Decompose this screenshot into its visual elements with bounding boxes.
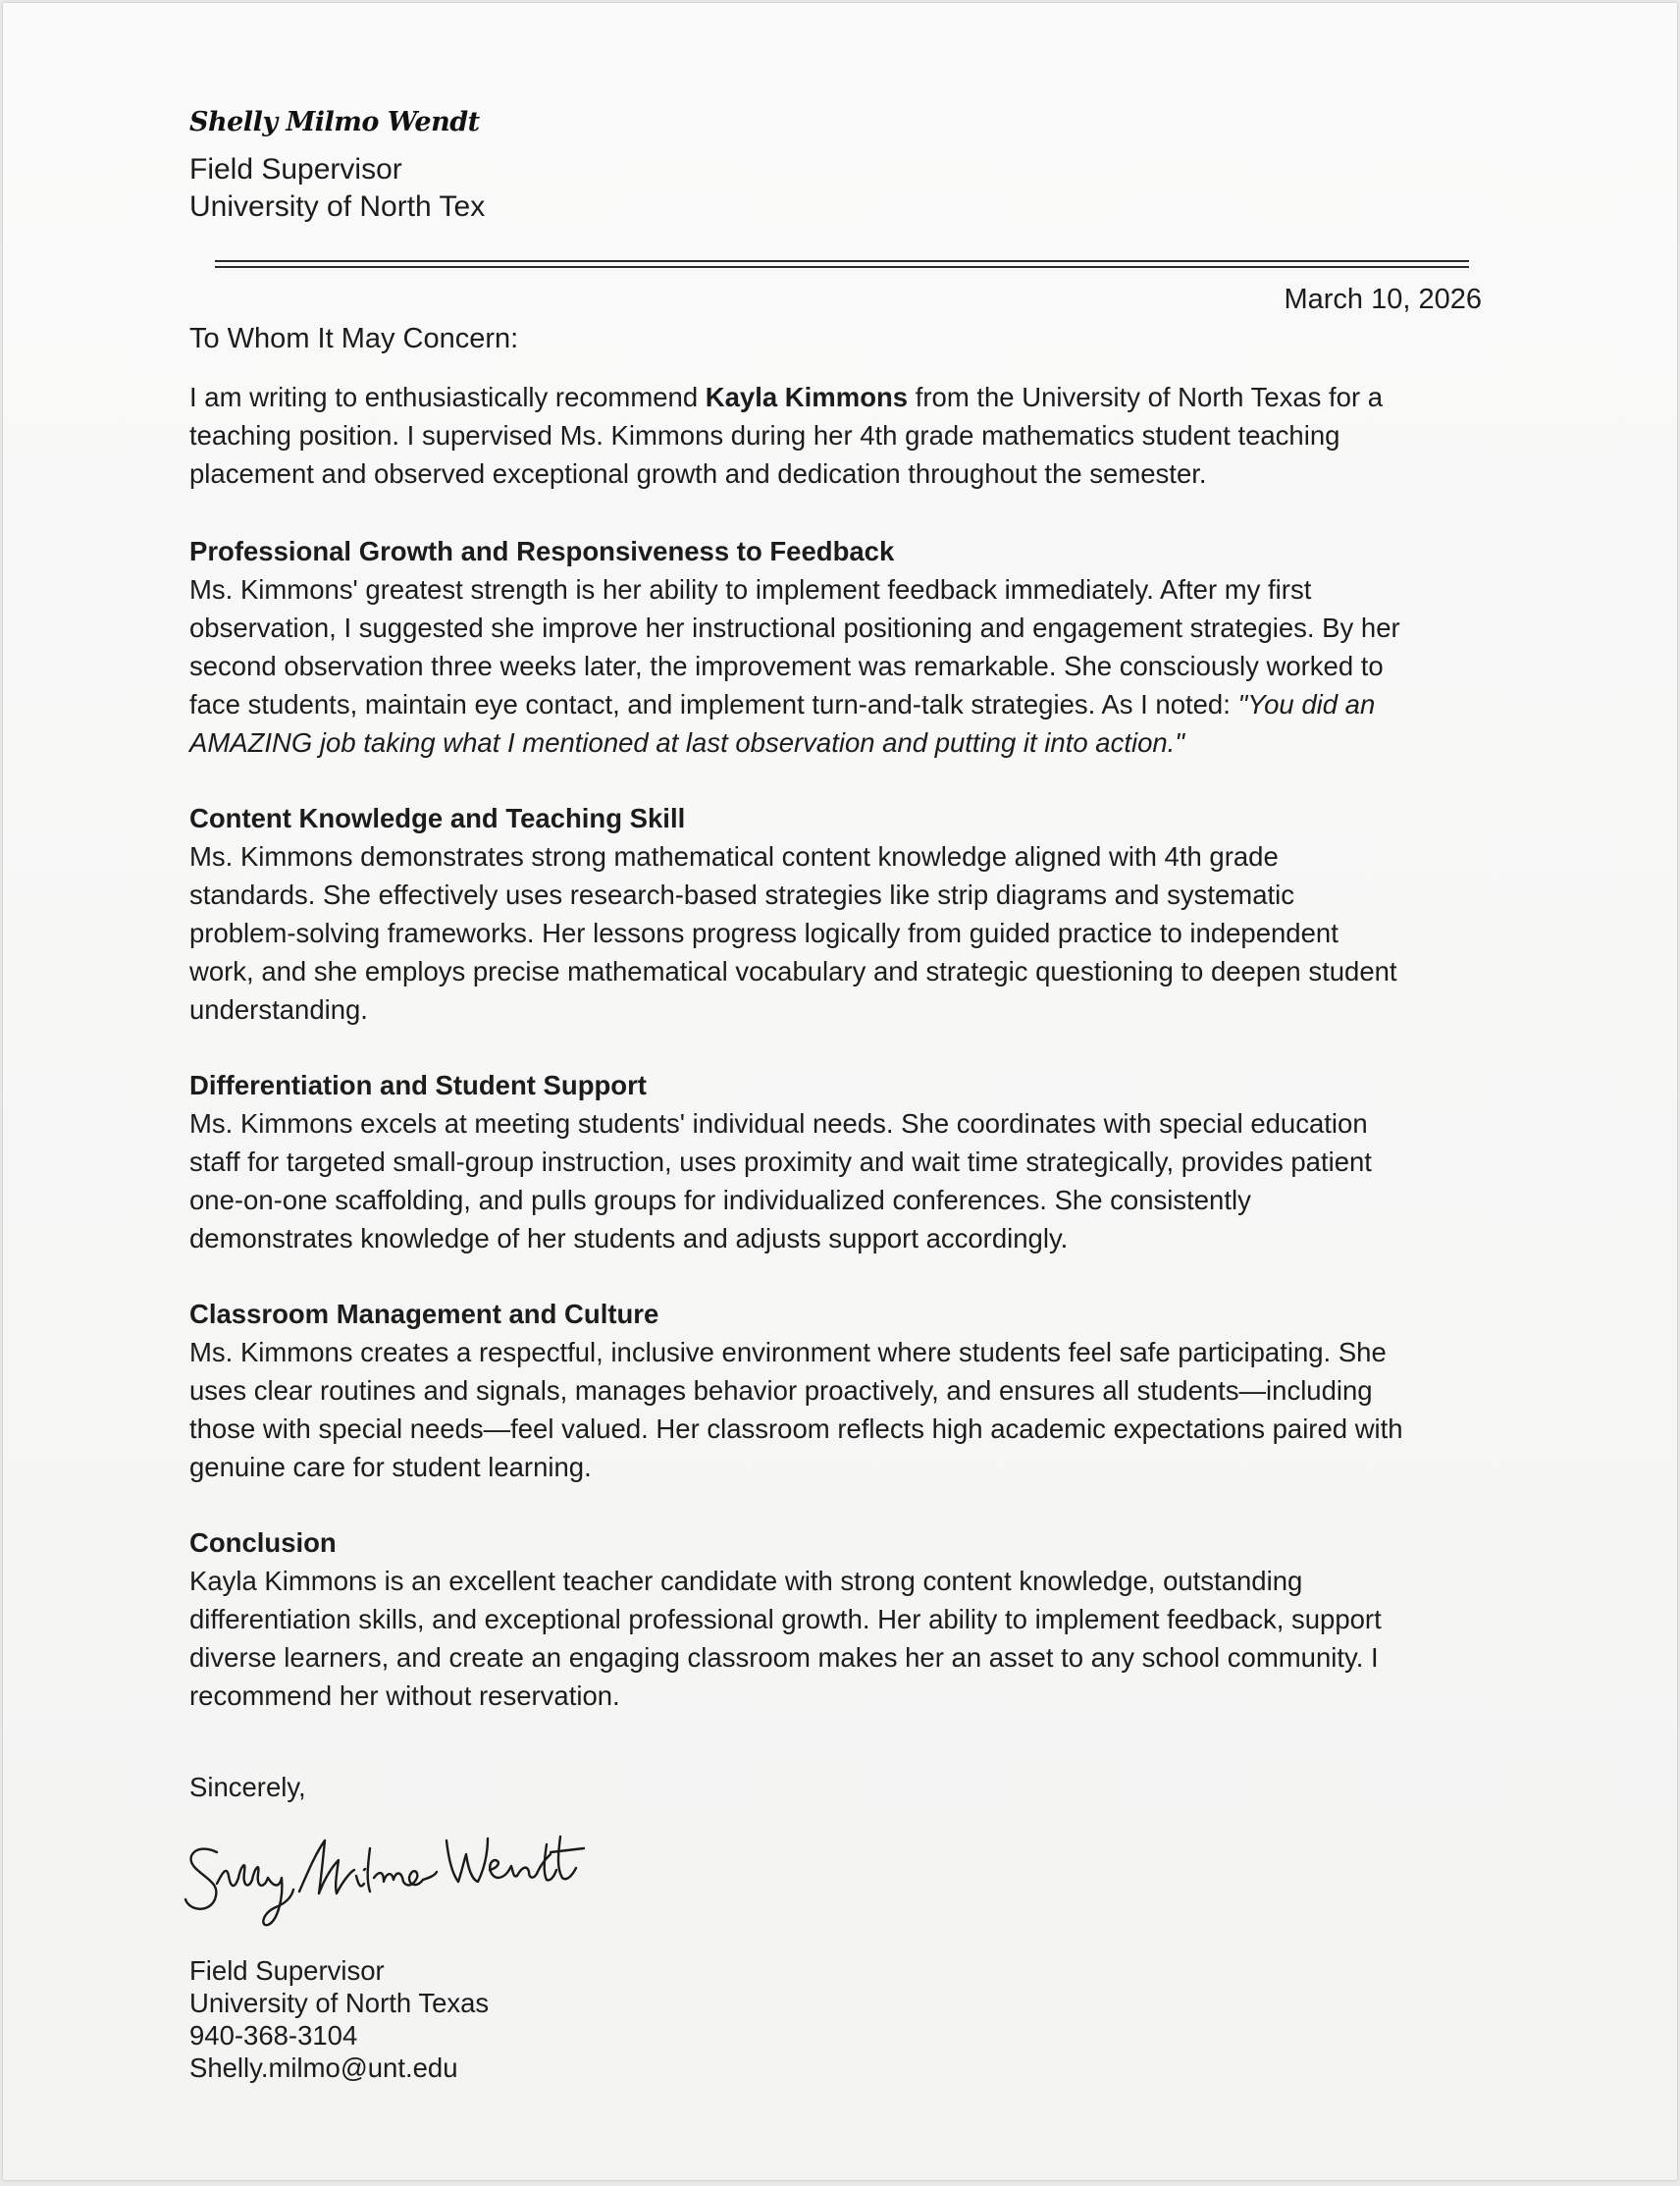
intro-line-1-post: from the University of North Texas for a — [908, 382, 1384, 412]
body-line: one-on-one scaffolding, and pulls groups for individualized conferences. She consistently — [189, 1185, 1251, 1215]
letterhead-title: Field Supervisor — [189, 153, 402, 186]
signer-phone: 940-368-3104 — [189, 2020, 358, 2051]
signer-email: Shelly.milmo@unt.edu — [189, 2053, 458, 2083]
body-line: work, and she employs precise mathematical vocabulary and strategic questioning to deepen student — [189, 956, 1397, 986]
body-line: uses clear routines and signals, manages behavior proactively, and ensures all students—including — [189, 1375, 1373, 1406]
section-heading-differentiation: Differentiation and Student Support — [189, 1070, 647, 1100]
intro-line-1-pre: I am writing to enthusiastically recommend — [189, 382, 706, 412]
body-line: diverse learners, and create an engaging classroom makes her an asset to any school community. I — [189, 1642, 1379, 1673]
body-line: Kayla Kimmons is an excellent teacher candidate with strong content knowledge, outstanding — [189, 1566, 1303, 1596]
salutation: To Whom It May Concern: — [189, 323, 519, 354]
quote-start: "You did an — [1237, 689, 1376, 720]
body-line: Ms. Kimmons excels at meeting students' individual needs. She coordinates with special education — [189, 1108, 1368, 1139]
body-line: problem-solving frameworks. Her lessons progress logically from guided practice to independent — [189, 918, 1339, 948]
section-body-conclusion — [189, 1562, 1495, 1715]
section-body-content — [189, 837, 1495, 1029]
body-line: recommend her without reservation. — [189, 1680, 620, 1711]
body-line: observation, I suggested she improve her instructional positioning and engagement strategies. By her — [189, 613, 1400, 643]
intro-line-2: teaching position. I supervised Ms. Kimmons during her 4th grade mathematics student teaching — [189, 420, 1340, 451]
intro-paragraph — [189, 378, 1495, 493]
candidate-name: Kayla Kimmons — [705, 382, 909, 412]
closing: Sincerely, — [189, 1772, 306, 1802]
letter-page — [3, 3, 1677, 2180]
body-line: demonstrates knowledge of her students and adjusts support accordingly. — [189, 1223, 1069, 1253]
body-line: understanding. — [189, 994, 368, 1025]
section-heading-content: Content Knowledge and Teaching Skill — [189, 803, 686, 833]
body-line: Ms. Kimmons' greatest strength is her ability to implement feedback immediately. After my first — [189, 574, 1312, 605]
letterhead-org: University of North Tex — [189, 190, 486, 223]
quote-end: AMAZING job taking what I mentioned at last observation and putting it into action." — [189, 727, 1185, 758]
section-body-differentiation — [189, 1104, 1495, 1257]
letter-date: March 10, 2026 — [1284, 284, 1482, 315]
signer-title: Field Supervisor — [189, 1955, 385, 1986]
body-line — [189, 685, 1495, 723]
body-line: genuine care for student learning. — [189, 1452, 592, 1482]
signature-block — [189, 1954, 489, 2084]
section-heading-management: Classroom Management and Culture — [189, 1299, 659, 1329]
body-line: those with special needs—feel valued. Her classroom reflects high academic expectations paired with — [189, 1413, 1403, 1444]
body-line: standards. She effectively uses research-based strategies like strip diagrams and systematic — [189, 880, 1294, 910]
letterhead-name: Shelly Milmo Wendt — [189, 107, 480, 137]
body-line: Ms. Kimmons creates a respectful, inclusive environment where students feel safe participating. She — [189, 1337, 1387, 1367]
section-body-feedback — [189, 570, 1495, 762]
signer-org: University of North Texas — [189, 1988, 490, 2018]
handwritten-signature — [178, 1815, 590, 1933]
body-line: staff for targeted small-group instruction, uses proximity and wait time strategically, provides patient — [189, 1146, 1372, 1177]
body-line: second observation three weeks later, the improvement was remarkable. She consciously worked to — [189, 651, 1384, 681]
body-line: Ms. Kimmons demonstrates strong mathematical content knowledge aligned with 4th grade — [189, 841, 1279, 872]
header-rule-bottom — [215, 266, 1469, 268]
body-line-pre: face students, maintain eye contact, and implement turn-and-talk strategies. As I noted: — [189, 689, 1238, 720]
section-body-management — [189, 1333, 1495, 1486]
intro-line-1 — [189, 378, 1495, 416]
header-rule-top — [215, 260, 1469, 262]
body-line: differentiation skills, and exceptional professional growth. Her ability to implement feedback, support — [189, 1604, 1382, 1634]
intro-line-3: placement and observed exceptional growth and dedication throughout the semester. — [189, 458, 1207, 489]
section-heading-conclusion: Conclusion — [189, 1527, 337, 1558]
section-heading-feedback: Professional Growth and Responsiveness to Feedback — [189, 536, 895, 566]
